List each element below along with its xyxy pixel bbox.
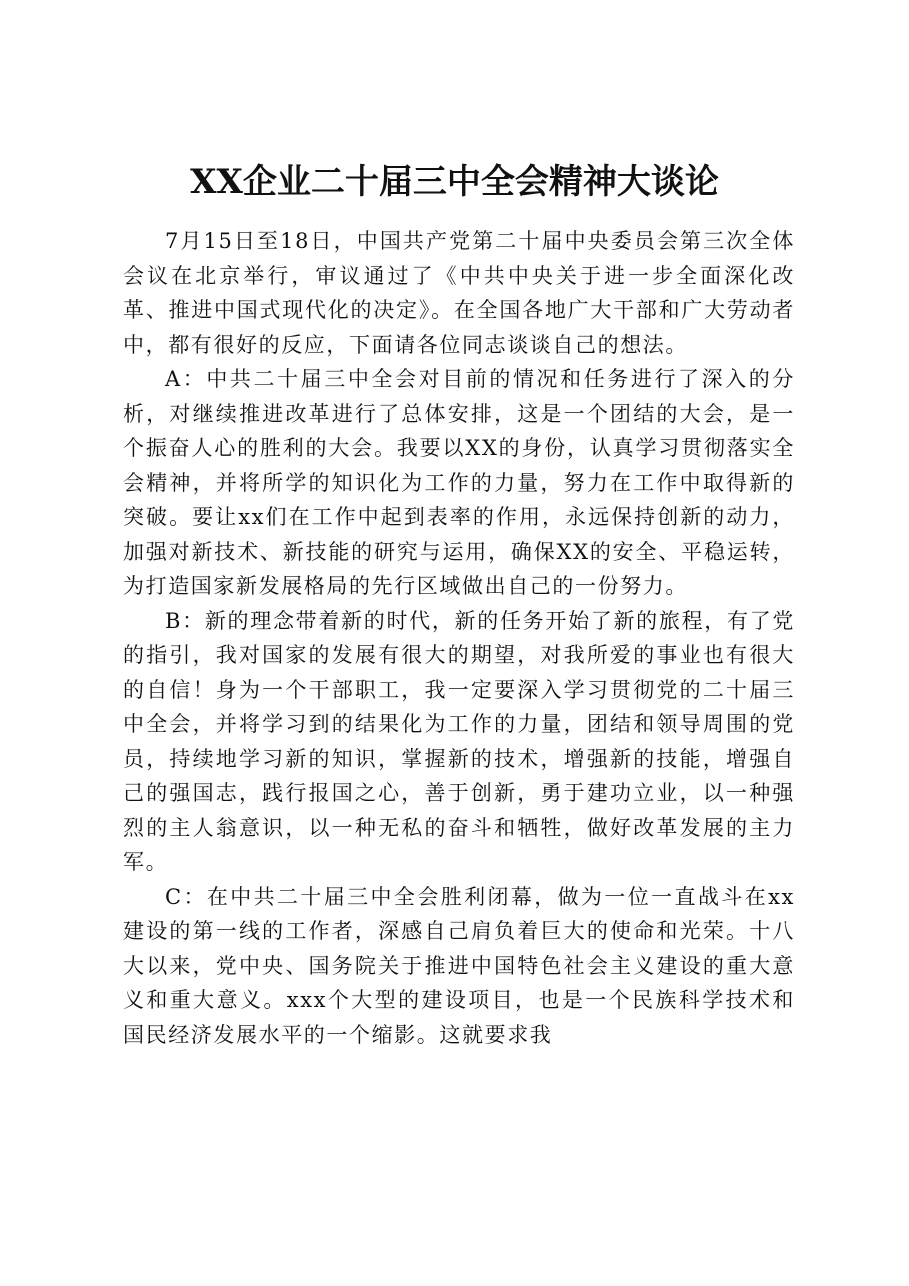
paragraph-speaker-a: A：中共二十届三中全会对目前的情况和任务进行了深入的分析，对继续推进改革进行了总体安排，这是一个团结的大会，是一个振奋人心的胜利的大会。我要以XX的身份，认真学习贯彻落实全会精神，并将所学的知识化为工作的力量，努力在工作中取得新的突破。要让xx们在工作中起到表率的作用，永远保持创新的动力，加强对新技术、新技能的研究与运用，确保XX的安全、平稳运转，为打造国家新发展格局的先行区域做出自己的一份努力。 bbox=[123, 367, 795, 598]
paragraph-intro: 7月15日至18日，中国共产党第二十届中央委员会第三次全体会议在北京举行，审议通过了《中共中央关于进一步全面深化改革、推进中国式现代化的决定》。在全国各地广大干部和广大劳动者中，都有很好的反应，下面请各位同志谈谈自己的想法。 bbox=[123, 229, 795, 357]
paragraph-speaker-c: C：在中共二十届三中全会胜利闭幕，做为一位一直战斗在xx建设的第一线的工作者，深感自己肩负着巨大的使命和光荣。十八大以来，党中央、国务院关于推进中国特色社会主义建设的重大意义和重大意义。xxx个大型的建设项目，也是一个民族科学技术和国民经济发展水平的一个缩影。这就要求我 bbox=[123, 884, 795, 1047]
document-body bbox=[123, 224, 795, 1052]
document-title: XX企业二十届三中全会精神大谈论 bbox=[190, 162, 719, 202]
paragraph-speaker-b: B：新的理念带着新的时代，新的任务开始了新的旅程，有了党的指引，我对国家的发展有很大的期望，对我所爱的事业也有很大的自信！身为一个干部职工，我一定要深入学习贯彻党的二十届三中全会，并将学习到的结果化为工作的力量，团结和领导周围的党员，持续地学习新的知识，掌握新的技术，增强新的技能，增强自己的强国志，践行报国之心，善于创新，勇于建功立业，以一种强烈的主人翁意识，以一种无私的奋斗和牺牲，做好改革发展的主力军。 bbox=[123, 608, 795, 874]
